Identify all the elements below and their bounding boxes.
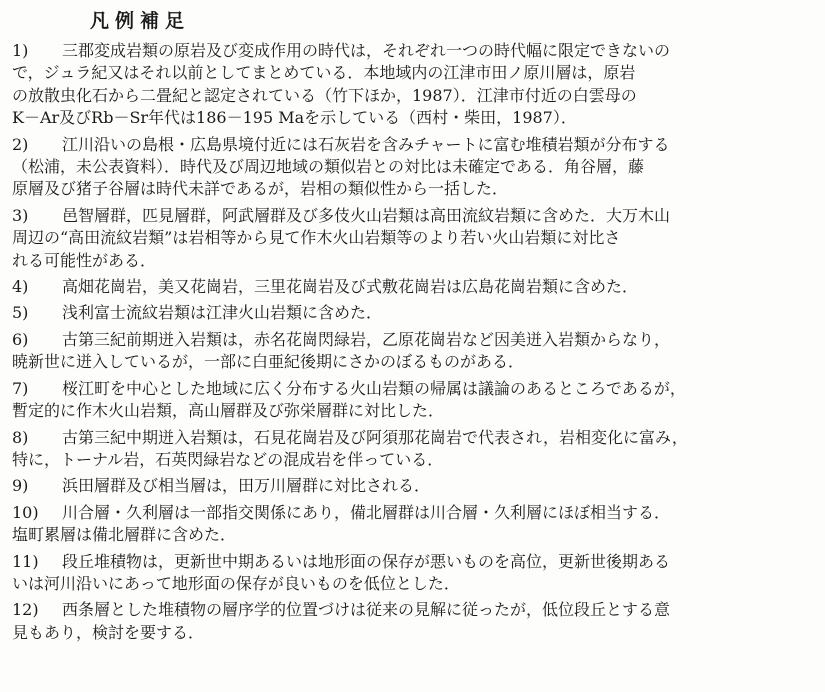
note-text-line: 高畑花崗岩，美又花崗岩，三里花崗岩及び式敷花崗岩は広島花崗岩類に含めた． [62, 277, 639, 297]
note-text-line: いは河川沿いにあって地形面の保存が良いものを低位とした． [12, 573, 460, 593]
note-item [0, 134, 825, 201]
note-text-line: 桜江町を中心とした地域に広く分布する火山岩類の帰属は議論のあるところであるが， [62, 378, 686, 398]
note-text-line: 江川沿いの島根・広島県境付近には石灰岩を含みチャートに富む堆積岩類が分布する [62, 134, 670, 154]
note-item [0, 40, 825, 130]
note-text-line: 特に，トーナル岩，石英閃緑岩などの混成岩を伴っている． [12, 449, 444, 469]
note-number: 3) [12, 205, 29, 225]
note-text-line: 周辺の“高田流紋岩類”は岩相等から見て作木火山岩類等のより若い火山岩類に対比さ [12, 228, 621, 248]
note-item [0, 329, 825, 374]
note-text-line: 浜田層群及び相当層は，田万川層群に対比される． [62, 476, 431, 496]
note-text-line: 浅利富士流紋岩類は江津火山岩類に含めた． [62, 303, 383, 323]
note-number: 2) [12, 134, 29, 154]
note-number: 11) [12, 551, 39, 571]
note-text-line: 西条層とした堆積物の層序学的位置づけは従来の見解に従ったが，低位段丘とする意 [62, 600, 671, 620]
note-text-line: （松浦，未公表資料）．時代及び周辺地域の類似岩との対比は未確定である．角谷層，藤 [12, 157, 645, 177]
note-item [0, 551, 825, 596]
note-item [0, 599, 825, 644]
note-number: 7) [12, 378, 29, 398]
note-number: 12) [12, 600, 39, 620]
note-number: 10) [12, 502, 39, 522]
note-text-line: 古第三紀中期迸入岩類は，石見花崗岩及び阿須那花崗岩で代表され，岩相変化に富み， [62, 427, 688, 447]
note-text-line: 邑智層群，匹見層群，阿武層群及び多伎火山岩類は高田流紋岩類に含めた．大万木山 [62, 205, 671, 225]
note-item [0, 302, 825, 324]
note-text-line: 段丘堆積物は，更新世中期あるいは地形面の保存が悪いものを高位，更新世後期ある [62, 551, 671, 571]
note-text-line: 古第三紀前期迸入岩類は，赤名花崗閃緑岩，乙原花崗岩など因美迸入岩類からなり， [62, 329, 671, 349]
note-text-line: れる可能性がある． [12, 250, 157, 270]
notes-list [0, 40, 825, 644]
note-number: 6) [12, 329, 29, 349]
note-item [0, 378, 825, 423]
note-text-line: K－Ar及びRb－Sr年代は186－195 Maを示している（西村・柴田，1987）． [12, 108, 577, 128]
note-text-line: で，ジュラ紀又はそれ以前としてまとめている．本地域内の江津市田ノ原川層は，原岩 [12, 63, 636, 83]
note-text-line: 川合層・久利層は一部指交関係にあり，備北層群は川合層・久利層にほぼ相当する． [62, 502, 671, 522]
note-item [0, 205, 825, 272]
note-number: 9) [12, 476, 29, 496]
note-text-line: 原層及び猪子谷層は時代未詳であるが，岩相の類似性から一括した． [12, 179, 509, 199]
note-text-line: 暁新世に迸入しているが，一部に白亜紀後期にさかのぼるものがある． [12, 352, 525, 372]
note-item [0, 427, 825, 472]
note-number: 5) [12, 303, 29, 323]
note-number: 1) [12, 41, 29, 60]
note-text-line: 暫定的に作木火山岩類，高山層群及び弥栄層群に対比した． [12, 401, 445, 421]
note-item [0, 276, 825, 298]
page-title: 凡例補足 [90, 10, 191, 32]
note-text-line: の放散虫化石から二畳紀と認定されている（竹下ほか，1987）．江津市付近の白雲母の [12, 85, 637, 105]
note-item [0, 502, 825, 547]
note-item [0, 475, 825, 497]
note-text-line: 見もあり，検討を要する． [12, 622, 205, 642]
note-text-line: 塩町累層は備北層群に含めた． [12, 525, 237, 545]
note-number: 4) [12, 277, 29, 297]
note-text-line: 三郡変成岩類の原岩及び変成作用の時代は，それぞれ一つの時代幅に限定できないの [62, 41, 671, 60]
note-number: 8) [12, 427, 29, 447]
